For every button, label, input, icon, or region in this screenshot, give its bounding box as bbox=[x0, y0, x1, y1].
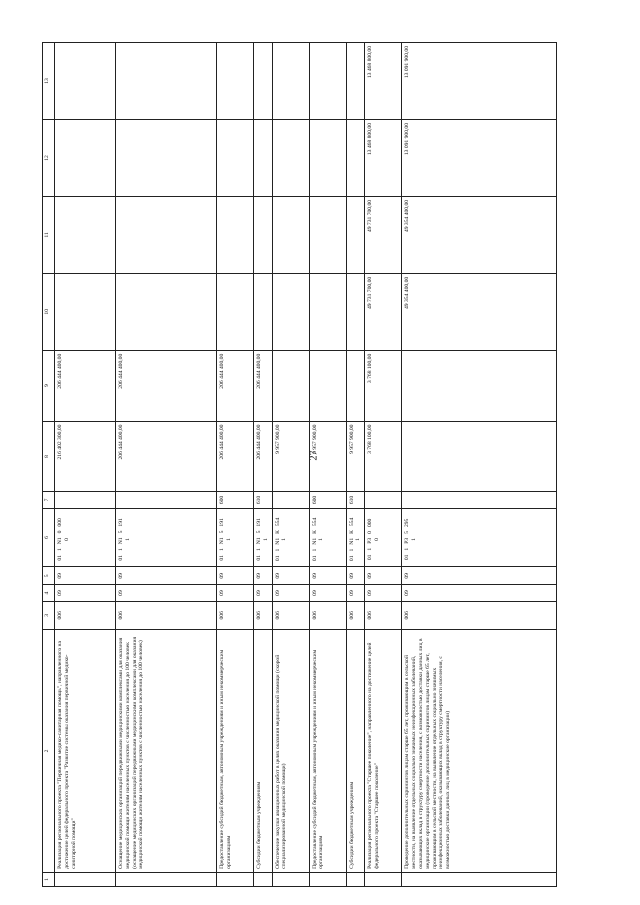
code-part: 1 bbox=[348, 548, 355, 552]
amount-cell: 49 731 700,00 bbox=[365, 273, 402, 350]
column-number: 9 bbox=[43, 350, 55, 421]
code-part: 1 bbox=[318, 538, 325, 541]
table-row bbox=[365, 43, 402, 887]
code-part: 191 bbox=[256, 518, 262, 527]
column-number: 13 bbox=[43, 43, 55, 120]
amount-cell: 206 444 400,00 bbox=[116, 421, 217, 492]
code-part: 1 bbox=[118, 548, 124, 552]
expense-type-cell: 610 bbox=[346, 492, 365, 508]
amount-cell bbox=[217, 273, 254, 350]
code-part: 01 bbox=[57, 555, 63, 561]
section-code-cell: 09 bbox=[254, 585, 273, 601]
amount-cell: 3 768 100,00 bbox=[365, 421, 402, 492]
target-article-code bbox=[217, 508, 254, 567]
code-part: 0 bbox=[374, 538, 381, 541]
amount-cell bbox=[55, 120, 116, 197]
code-part: P3 bbox=[367, 537, 374, 544]
page-number: 27 bbox=[308, 450, 320, 461]
expense-type-cell bbox=[116, 492, 217, 508]
target-article-code bbox=[55, 508, 116, 567]
amount-cell: 206 444 400,00 bbox=[254, 350, 273, 421]
amount-cell: 49 354 400,00 bbox=[402, 273, 557, 350]
amount-cell bbox=[309, 350, 346, 421]
row-number-cell bbox=[254, 872, 273, 886]
target-article-code bbox=[309, 508, 346, 567]
amount-cell: 206 444 400,00 bbox=[217, 350, 254, 421]
code-part: К bbox=[274, 530, 281, 534]
budget-table bbox=[42, 42, 557, 887]
expense-type-cell: 600 bbox=[309, 492, 346, 508]
ministry-code-cell: 006 bbox=[309, 601, 346, 629]
target-article-code bbox=[365, 508, 402, 567]
amount-cell: 206 444 400,00 bbox=[217, 421, 254, 492]
code-part: 295 bbox=[404, 518, 411, 528]
amount-cell bbox=[116, 120, 217, 197]
row-description: Предоставление субсидий бюджетным, автономным учреждениям и иным некоммерческим организациям bbox=[217, 629, 254, 872]
row-description: Предоставление субсидий бюджетным, автономным учреждениям и иным некоммерческим организациям bbox=[309, 629, 346, 872]
code-part: 1 bbox=[256, 548, 262, 552]
code-part: 01 bbox=[311, 555, 318, 562]
row-number-cell bbox=[402, 872, 557, 886]
code-part: К bbox=[311, 530, 318, 534]
code-part: 5 bbox=[404, 531, 411, 534]
table-row bbox=[272, 43, 309, 887]
table-body bbox=[55, 43, 557, 887]
column-number: 10 bbox=[43, 273, 55, 350]
expense-type-cell bbox=[402, 492, 557, 508]
amount-cell bbox=[217, 120, 254, 197]
row-description: Обеспечение закупки авиационных работ в целях оказания медицинской помощи (скорой специализированной медицинской помощи) bbox=[272, 629, 309, 872]
row-description: Оснащение медицинских организаций передвижными медицинскими комплексами для оказания медицинской помощи жителям населенных пунктов с численностью населения до 100 человек (оснащение медицинских организаций передвижными медицинскими комплексами для оказания медицинской помощи жителям населенных пунктов с численностью населения до 100 человек) bbox=[116, 629, 217, 872]
amount-cell bbox=[254, 273, 273, 350]
subsection-code-cell: 09 bbox=[55, 567, 116, 585]
amount-cell bbox=[309, 43, 346, 120]
row-number-cell bbox=[346, 872, 365, 886]
column-number: 8 bbox=[43, 421, 55, 492]
amount-cell bbox=[346, 43, 365, 120]
amount-cell bbox=[346, 350, 365, 421]
code-part: 5 bbox=[118, 530, 124, 534]
amount-cell bbox=[254, 196, 273, 273]
amount-cell bbox=[346, 196, 365, 273]
subsection-code-cell: 09 bbox=[254, 567, 273, 585]
code-part: 1 bbox=[219, 548, 225, 552]
section-code-cell: 09 bbox=[217, 585, 254, 601]
subsection-code-cell: 09 bbox=[272, 567, 309, 585]
amount-cell: 13 091 900,00 bbox=[402, 43, 557, 120]
row-number-cell bbox=[55, 872, 116, 886]
table-row bbox=[55, 43, 116, 887]
code-part: 0 bbox=[57, 530, 63, 534]
code-part: N1 bbox=[118, 537, 124, 545]
code-part: 1 bbox=[311, 548, 318, 552]
table-row bbox=[217, 43, 254, 887]
amount-cell: 9 957 900,00 bbox=[346, 421, 365, 492]
code-part: N1 bbox=[219, 537, 225, 545]
code-part: N1 bbox=[274, 537, 281, 545]
expense-type-cell bbox=[365, 492, 402, 508]
subsection-code-cell: 09 bbox=[217, 567, 254, 585]
code-part: N1 bbox=[256, 537, 262, 545]
column-number: 12 bbox=[43, 120, 55, 197]
row-description: Реализация регионального проекта "Старшее поколение", направленного на достижение целей федерального проекта "Старшее поколение" bbox=[365, 629, 402, 872]
amount-cell bbox=[116, 273, 217, 350]
row-number-cell bbox=[309, 872, 346, 886]
amount-cell: 216 402 300,00 bbox=[55, 421, 116, 492]
code-part: 5 bbox=[256, 530, 262, 534]
section-code-cell: 09 bbox=[346, 585, 365, 601]
code-part: N1 bbox=[348, 537, 355, 545]
amount-cell bbox=[402, 421, 557, 492]
amount-cell bbox=[309, 196, 346, 273]
section-code-cell: 09 bbox=[55, 585, 116, 601]
code-part: 01 bbox=[219, 555, 225, 561]
code-part: 01 bbox=[256, 555, 262, 561]
ministry-code-cell: 006 bbox=[116, 601, 217, 629]
code-part: 5 bbox=[219, 530, 225, 534]
ministry-code-cell: 006 bbox=[365, 601, 402, 629]
table-row bbox=[116, 43, 217, 887]
row-number-cell bbox=[217, 872, 254, 886]
code-part: 000 bbox=[57, 518, 63, 527]
amount-cell bbox=[309, 273, 346, 350]
section-code-cell: 09 bbox=[402, 585, 557, 601]
code-part: 1 bbox=[57, 548, 63, 552]
amount-cell: 3 768 100,00 bbox=[365, 350, 402, 421]
column-number: 6 bbox=[43, 508, 55, 567]
amount-cell bbox=[116, 43, 217, 120]
expense-type-cell bbox=[55, 492, 116, 508]
subsection-code-cell: 09 bbox=[116, 567, 217, 585]
target-article-code bbox=[346, 508, 365, 567]
expense-type-cell: 610 bbox=[254, 492, 273, 508]
row-description: Субсидии бюджетным учреждениям bbox=[346, 629, 365, 872]
code-part: К bbox=[348, 530, 355, 534]
code-part: 01 bbox=[404, 554, 411, 561]
amount-cell bbox=[254, 120, 273, 197]
row-description: Реализация регионального проекта "Первичная медико-санитарная помощь", направленного на достижение целей федерального проекта "Развитие системы оказания первичной медико-санитарной помощи" bbox=[55, 629, 116, 872]
amount-cell bbox=[272, 350, 309, 421]
column-number: 1 bbox=[43, 872, 55, 886]
target-article-code bbox=[402, 508, 557, 567]
code-part: 1 bbox=[281, 538, 288, 541]
amount-cell: 9 957 900,00 bbox=[272, 421, 309, 492]
ministry-code-cell: 006 bbox=[217, 601, 254, 629]
amount-cell bbox=[272, 120, 309, 197]
row-description: Субсидии бюджетным учреждениям bbox=[254, 629, 273, 872]
code-part: 191 bbox=[219, 518, 225, 527]
document-sheet bbox=[42, 42, 617, 887]
subsection-code-cell: 09 bbox=[309, 567, 346, 585]
rotated-table-container bbox=[42, 42, 617, 887]
code-part: 554 bbox=[311, 517, 318, 527]
code-part: 1 bbox=[355, 538, 362, 541]
table-row bbox=[402, 43, 557, 887]
code-part: N1 bbox=[311, 537, 318, 545]
code-part: 1 bbox=[262, 538, 269, 541]
row-number-cell bbox=[116, 872, 217, 886]
row-number-cell bbox=[365, 872, 402, 886]
column-number: 5 bbox=[43, 567, 55, 585]
row-number-cell bbox=[272, 872, 309, 886]
code-part: 01 bbox=[118, 555, 124, 561]
code-part: 554 bbox=[274, 517, 281, 527]
column-number: 11 bbox=[43, 196, 55, 273]
amount-cell bbox=[217, 43, 254, 120]
code-part: 1 bbox=[367, 547, 374, 551]
section-code-cell: 09 bbox=[365, 585, 402, 601]
table-row bbox=[346, 43, 365, 887]
code-part: 1 bbox=[124, 538, 131, 541]
expense-type-cell: 600 bbox=[217, 492, 254, 508]
ministry-code-cell: 006 bbox=[346, 601, 365, 629]
subsection-code-cell: 09 bbox=[346, 567, 365, 585]
amount-cell: 49 731 700,00 bbox=[365, 196, 402, 273]
section-code-cell: 09 bbox=[309, 585, 346, 601]
amount-cell bbox=[55, 43, 116, 120]
code-part: P3 bbox=[404, 537, 411, 544]
amount-cell bbox=[309, 120, 346, 197]
amount-cell bbox=[346, 120, 365, 197]
section-code-cell: 09 bbox=[272, 585, 309, 601]
column-number: 2 bbox=[43, 629, 55, 872]
ministry-code-cell: 006 bbox=[402, 601, 557, 629]
section-code-cell: 09 bbox=[116, 585, 217, 601]
ministry-code-cell: 006 bbox=[254, 601, 273, 629]
amount-cell: 206 444 400,00 bbox=[116, 350, 217, 421]
amount-cell bbox=[116, 196, 217, 273]
amount-cell bbox=[272, 196, 309, 273]
amount-cell bbox=[346, 273, 365, 350]
amount-cell bbox=[402, 350, 557, 421]
code-part: N1 bbox=[57, 537, 63, 545]
amount-cell: 13 468 800,00 bbox=[365, 43, 402, 120]
amount-cell: 13 468 800,00 bbox=[365, 120, 402, 197]
code-part: 1 bbox=[404, 547, 411, 551]
target-article-code bbox=[254, 508, 273, 567]
ministry-code-cell: 006 bbox=[272, 601, 309, 629]
code-part: 01 bbox=[348, 555, 355, 562]
amount-cell bbox=[254, 43, 273, 120]
code-part: 01 bbox=[274, 555, 281, 562]
column-number: 3 bbox=[43, 601, 55, 629]
column-number-row bbox=[43, 43, 55, 887]
amount-cell: 49 354 400,00 bbox=[402, 196, 557, 273]
ministry-code-cell: 006 bbox=[55, 601, 116, 629]
amount-cell: 206 444 400,00 bbox=[55, 350, 116, 421]
subsection-code-cell: 09 bbox=[402, 567, 557, 585]
code-part: 000 bbox=[367, 518, 374, 528]
code-part: 1 bbox=[225, 538, 232, 541]
code-part: 1 bbox=[411, 538, 418, 541]
code-part: 191 bbox=[118, 518, 124, 527]
expense-type-cell bbox=[272, 492, 309, 508]
code-part: 0 bbox=[63, 538, 70, 541]
amount-cell bbox=[272, 273, 309, 350]
table-row bbox=[254, 43, 273, 887]
amount-cell bbox=[217, 196, 254, 273]
amount-cell: 9 957 900,00 bbox=[309, 421, 346, 492]
code-part: 554 bbox=[348, 517, 355, 527]
row-description: Проведение дополнительных скринингов лицам старше 65 лет, проживающим в сельской местности, на выявление отдельных социально значимых неинфекционных заболеваний, оказывающих вклад в структуру смертности населения, с возможностью доставки данных лиц в медицинские организации (проведение дополнительных скринингов лицам старше 65 лет, проживающим в сельской местности, на выявление отдельных социально значимых неинфекционных заболеваний, оказывающих вклад в структуру смертности населения, с возможностью доставки данных лиц в медицинские организации) bbox=[402, 629, 557, 872]
target-article-code bbox=[272, 508, 309, 567]
target-article-code bbox=[116, 508, 217, 567]
code-part: 0 bbox=[367, 531, 374, 534]
column-number: 4 bbox=[43, 585, 55, 601]
amount-cell bbox=[55, 273, 116, 350]
code-part: 01 bbox=[367, 554, 374, 561]
amount-cell: 13 091 900,00 bbox=[402, 120, 557, 197]
subsection-code-cell: 09 bbox=[365, 567, 402, 585]
table-row bbox=[309, 43, 346, 887]
amount-cell: 206 444 400,00 bbox=[254, 421, 273, 492]
amount-cell bbox=[272, 43, 309, 120]
code-part: 1 bbox=[274, 548, 281, 552]
column-number: 7 bbox=[43, 492, 55, 508]
amount-cell bbox=[55, 196, 116, 273]
